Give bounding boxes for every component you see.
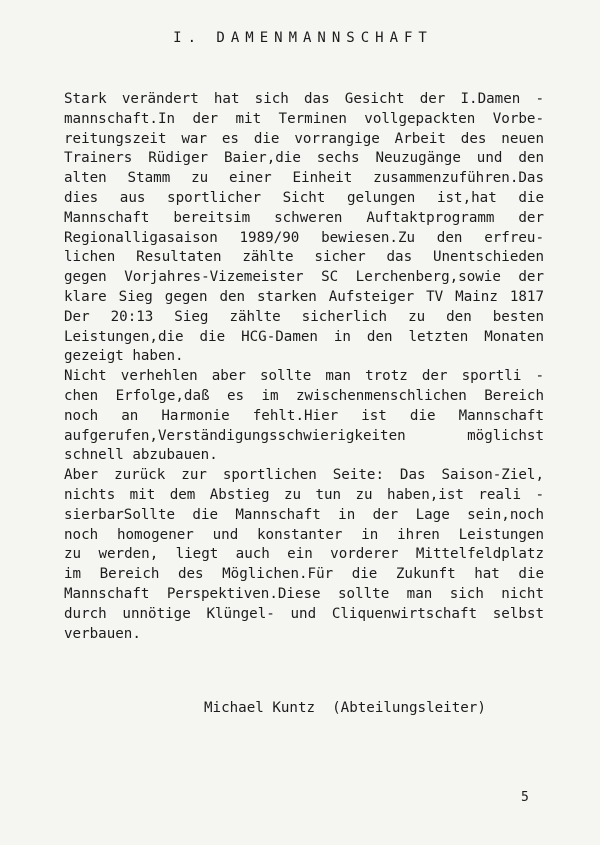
article-body: [64, 90, 544, 644]
text-line: klare Sieg gegen den starken Aufsteiger TV Mainz 1817: [64, 288, 544, 305]
text-line: verbauen.: [64, 625, 141, 642]
text-line: aufgerufen,Verständigungsschwierigkeiten möglichst: [64, 427, 544, 444]
text-line: Trainers Rüdiger Baier,die sechs Neuzugänge und den: [64, 150, 544, 167]
text-line: Der 20:13 Sieg zählte sicherlich zu den besten: [64, 308, 544, 325]
text-line: schnell abzubauen.: [64, 447, 218, 464]
text-line: Mannschaft Perspektiven.Diese sollte man sich nicht: [64, 585, 544, 602]
page-title: I. DAMENMANNSCHAFT: [173, 30, 433, 46]
text-line: noch an Harmonie fehlt.Hier ist die Mannschaft: [64, 407, 544, 424]
text-line: Stark verändert hat sich das Gesicht der I.Damen -: [64, 91, 544, 107]
text-line: chen Erfolge,daß es im zwischenmenschlichen Bereich: [64, 387, 544, 404]
text-line: im Bereich des Möglichen.Für die Zukunft hat die: [64, 566, 544, 583]
text-line: zu werden, liegt auch ein vorderer Mittelfeldplatz: [64, 546, 544, 563]
text-line: durch unnötige Klüngel- und Cliquenwirtschaft selbst: [64, 605, 544, 622]
text-line: lichen Resultaten zählte sicher das Unentschieden: [64, 249, 544, 266]
text-line: dies aus sportlicher Sicht gelungen ist,hat die: [64, 189, 544, 206]
text-line: nichts mit dem Abstieg zu tun zu haben,ist reali -: [64, 486, 544, 503]
text-line: Regionalligasaison 1989/90 bewiesen.Zu den erfreu-: [64, 229, 544, 246]
page-number: 5: [521, 790, 529, 805]
text-line: gezeigt haben.: [64, 348, 184, 365]
text-line: Mannschaft bereitsim schweren Auftaktprogramm der: [64, 209, 544, 226]
text-line: alten Stamm zu einer Einheit zusammenzuführen.Das: [64, 170, 544, 187]
text-line: reitungszeit war es die vorrangige Arbeit des neuen: [64, 130, 544, 147]
text-line: Leistungen,die die HCG-Damen in den letzten Monaten: [64, 328, 544, 345]
text-line: Nicht verhehlen aber sollte man trotz der sportli -: [64, 368, 544, 385]
text-line: mannschaft.In der mit Terminen vollgepackten Vorbe-: [64, 110, 544, 127]
text-line: Aber zurück zur sportlichen Seite: Das Saison-Ziel,: [64, 467, 544, 484]
text-line: sierbarSollte die Mannschaft in der Lage sein,noch: [64, 506, 544, 523]
text-line: noch homogener und konstanter in ihren Leistungen: [64, 526, 544, 543]
text-line: gegen Vorjahres-Vizemeister SC Lerchenberg,sowie der: [64, 269, 544, 286]
signature: Michael Kuntz (Abteilungsleiter): [204, 700, 486, 716]
